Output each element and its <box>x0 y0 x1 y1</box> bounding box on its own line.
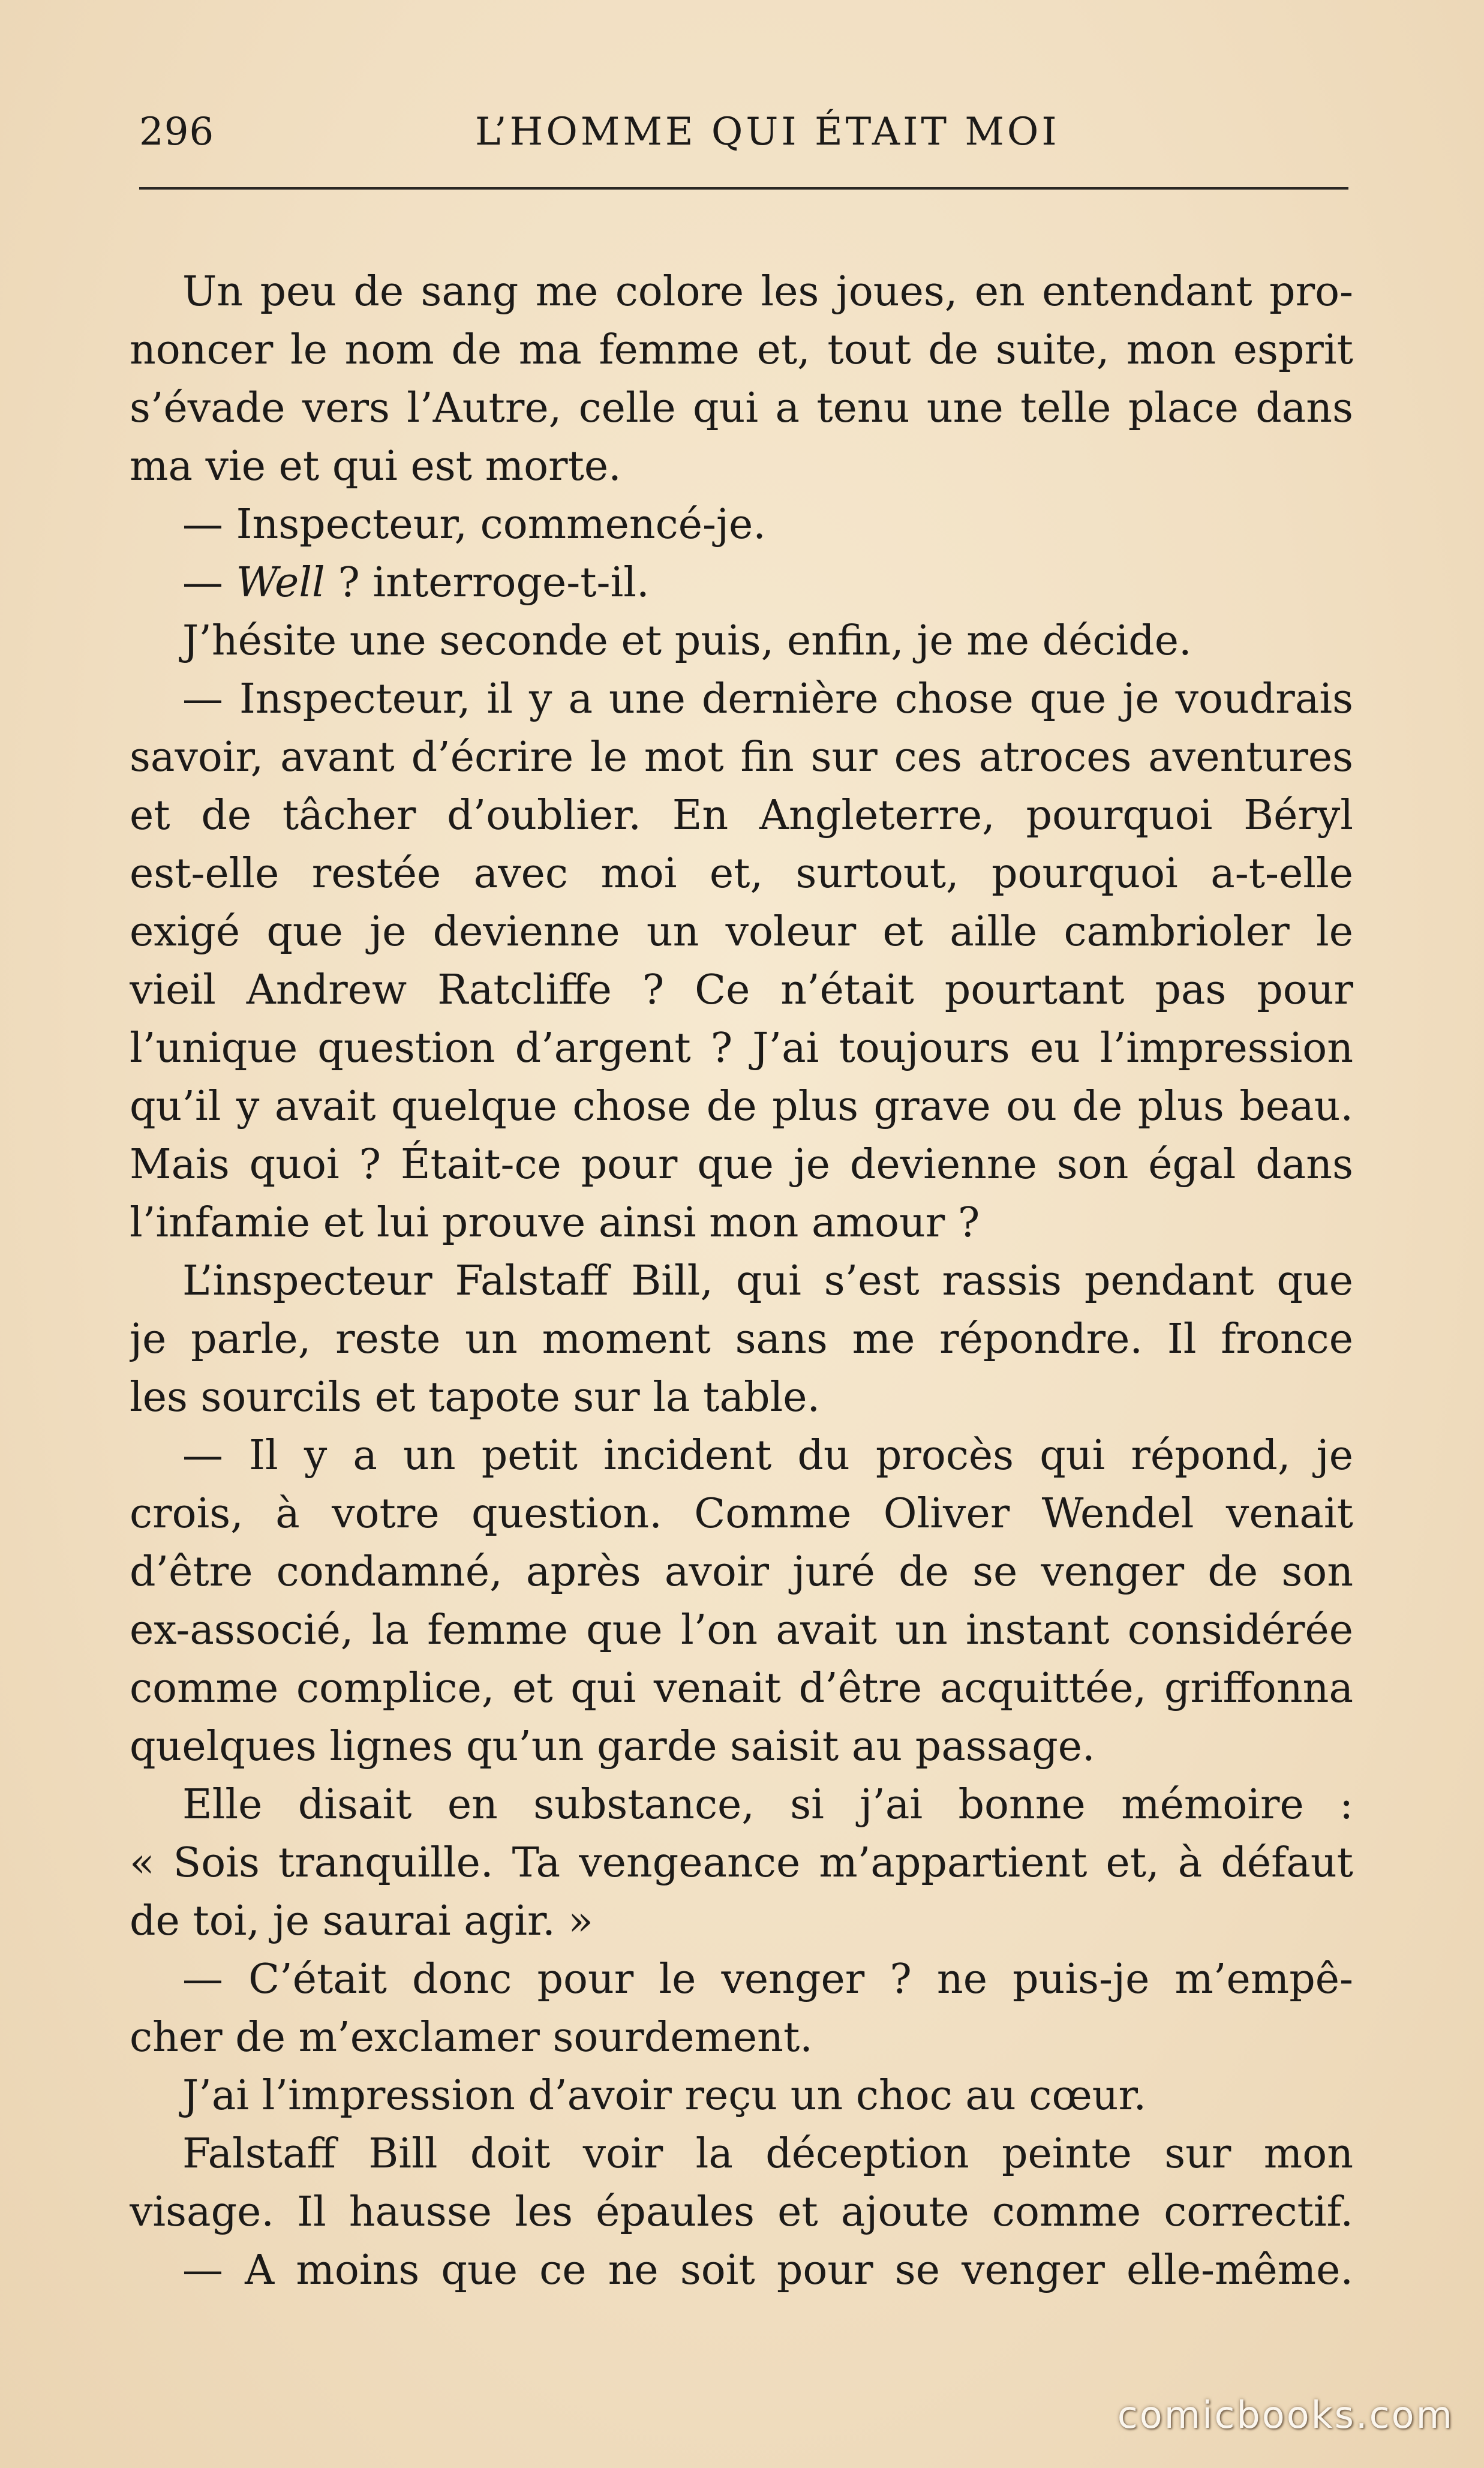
text-line: exigé que je devienne un voleur et aille cambrioler le <box>130 908 1353 956</box>
text-line: l’unique question d’argent ? J’ai toujours eu l’impression <box>130 1025 1353 1072</box>
text-line: je parle, reste un moment sans me répondre. Il fronce <box>130 1316 1353 1363</box>
text-line: — Il y a un petit incident du procès qui répond, je <box>182 1432 1353 1479</box>
dash: — <box>182 559 236 607</box>
text-line: qu’il y avait quelque chose de plus grave ou de plus beau. <box>130 1083 1353 1130</box>
text-line: Mais quoi ? Était-ce pour que je devienne son égal dans <box>130 1141 1353 1188</box>
text-line: les sourcils et tapote sur la table. <box>130 1374 821 1421</box>
page-number: 296 <box>139 110 215 154</box>
text-line: noncer le nom de ma femme et, tout de suite, mon esprit <box>130 326 1353 374</box>
text-line: — C’était donc pour le venger ? ne puis-je m’empê- <box>182 1956 1353 2003</box>
text-line: comme complice, et qui venait d’être acquittée, griffonna <box>130 1665 1353 1712</box>
text-line: de toi, je saurai agir. » <box>130 1897 593 1945</box>
text-line: l’infamie et lui prouve ainsi mon amour ? <box>130 1199 980 1247</box>
text-fragment: ? interroge-t-il. <box>325 559 650 607</box>
text-line: crois, à votre question. Comme Oliver Wendel venait <box>130 1490 1353 1538</box>
text-line: ex-associé, la femme que l’on avait un instant considérée <box>130 1607 1353 1654</box>
text-line: est-elle restée avec moi et, surtout, pourquoi a-t-elle <box>130 850 1353 897</box>
text-line: « Sois tranquille. Ta vengeance m’appartient et, à défaut <box>130 1839 1353 1887</box>
italic-word: Well <box>236 559 325 607</box>
text-line: — Inspecteur, commencé-je. <box>182 501 766 548</box>
header-rule <box>139 187 1348 190</box>
text-line: cher de m’exclamer sourdement. <box>130 2014 813 2061</box>
text-line: — Inspecteur, il y a une dernière chose que je voudrais <box>182 675 1353 723</box>
text-line: J’hésite une seconde et puis, enfin, je me décide. <box>182 617 1192 665</box>
text-line: J’ai l’impression d’avoir reçu un choc au cœur. <box>182 2072 1147 2119</box>
running-title: L’HOMME QUI ÉTAIT MOI <box>475 110 1060 154</box>
text-line: Falstaff Bill doit voir la déception peinte sur mon <box>182 2130 1353 2178</box>
text-line: Elle disait en substance, si j’ai bonne mémoire : <box>182 1781 1353 1829</box>
text-line: Un peu de sang me colore les joues, en entendant pro- <box>182 268 1353 316</box>
body-text <box>130 263 1353 2299</box>
text-line: et de tâcher d’oublier. En Angleterre, pourquoi Béryl <box>130 792 1353 839</box>
text-line: vieil Andrew Ratcliffe ? Ce n’était pourtant pas pour <box>130 966 1353 1014</box>
page-header <box>139 105 1348 159</box>
text-line: visage. Il hausse les épaules et ajoute comme correctif. <box>130 2188 1353 2236</box>
text-line: ma vie et qui est morte. <box>130 443 621 490</box>
text-line: d’être condamné, après avoir juré de se venger de son <box>130 1548 1353 1596</box>
text-line: quelques lignes qu’un garde saisit au passage. <box>130 1723 1095 1770</box>
text-line: s’évade vers l’Autre, celle qui a tenu une telle place dans <box>130 385 1353 432</box>
text-line: savoir, avant d’écrire le mot fin sur ces atroces aventures <box>130 734 1353 781</box>
text-line: L’inspecteur Falstaff Bill, qui s’est rassis pendant que <box>182 1257 1353 1305</box>
text-line-dialogue <box>130 554 1353 612</box>
text-line: — A moins que ce ne soit pour se venger elle-même. <box>182 2247 1353 2294</box>
watermark-text: comicbooks.com <box>1117 2393 1454 2437</box>
